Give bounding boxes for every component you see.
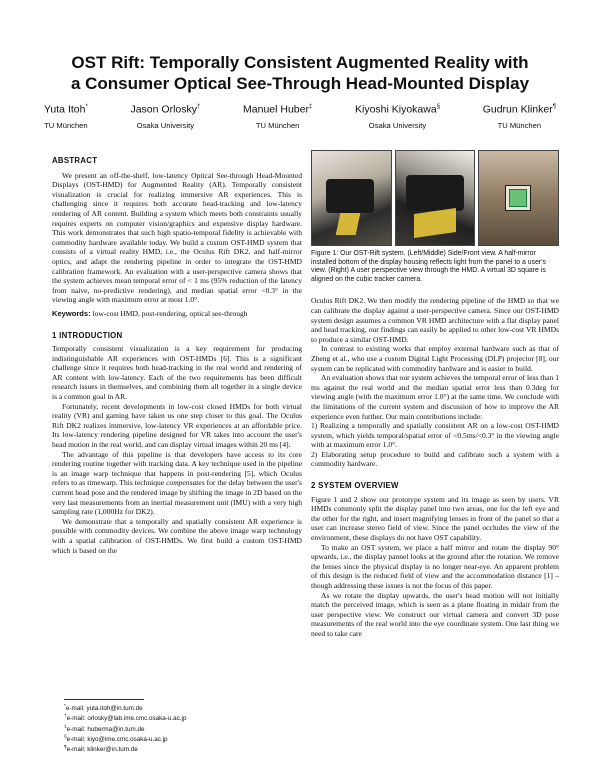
author: Manuel Huber‡ TU München bbox=[243, 103, 313, 130]
author: Jason Orlosky† Osaka University bbox=[130, 103, 201, 130]
footnote: ¶e-mail: klinker@in.tum.de bbox=[64, 745, 138, 754]
figure-caption: Figure 1: Our OST-Rift system. (Left/Middle) Side/Front view. A half-mirror installed bottom of the display housing reflects light from the panel to a user's view. (Right) A user perspective view through the HMD. A virtual 3D square is aligned on the cubic tracker camera. bbox=[311, 250, 546, 283]
abstract-heading: ABSTRACT bbox=[52, 156, 98, 165]
photo-user-perspective bbox=[478, 150, 559, 246]
system-overview-heading: 2 SYSTEM OVERVIEW bbox=[311, 481, 399, 491]
footnote: ‡e-mail: huberma@in.tum.de bbox=[64, 724, 145, 733]
footnote: *e-mail: yuta.itoh@in.tum.de bbox=[64, 704, 143, 713]
intro-heading: 1 INTRODUCTION bbox=[52, 330, 123, 340]
abstract-text: We present an off-the-shelf, low-latency Optical See-through Head-Mounted Displays (OST-HMD) for Augmented Reality (AR). Temporally consistent visualization is crucial for realizing immersive AR experiences. This is challenging since it requires both accurate head-tracking and low-latency rendering of AR content. Building a system which meets both constraints usually requires experts on computer vision/graphics and expensive display hardware. This work demonstrates that such high spatio-temporal fidelity is achievable with commodity hardware available today. We build a custom OST-HMD system that consists of a virtual reality HMD, i.e., the Oculus Rift DK2, and half-mirror optics, and adapt the rendering pipeline in order to integrate the OST-HMD calibration framework. An evaluation with a user-perspective camera shows that the system achieves mean temporal error of < 1 ms (95% reduction of the latency from naive, no-predictive rendering), and median spatial error <0.3° in the viewing angle with maximum error at most 1.0°. bbox=[52, 170, 302, 305]
left-column bbox=[52, 156, 302, 555]
intro-paragraph: Fortunately, recent developments in low-cost closed HMDs for both virtual reality (VR) and gaming have taken us one step closer to this goal. The Oculus Rift DK2 realizes immersive, low-latency VR experiences at an affordable price. Its low-latency rendering pipeline designed for VR takes into account the user's head motion in the real world, and can display virtual images within 20 ms [4]. bbox=[52, 401, 302, 450]
intro-paragraph: We demonstrate that a temporally and spatially consistent AR experience is possible with commodity devices. We combine the above image warp technology with a spatial calibration of OST-HMDs. We first build a custom OST-HMD which is based on the bbox=[52, 516, 302, 555]
body-paragraph: As we rotate the display upwards, the user's head motion will not initially match the perceived image, which is seen as a plane floating in midair from the user perspective view. We construct our virtual camera and convert 3D pose measurements of the real world into the eye coordinate system. One last thing we need to take care bbox=[311, 590, 559, 638]
intro-paragraph: Temporally consistent visualization is a key requirement for producing indistinguishable AR experiences with OST-HMDs [6]. This is a significant challenge since it requires both head-tracking in the real world and rendering of AR content with low-latency. Each of the two requirements has been difficult research issues in themselves, and combining them all together in a single device is a common goal in AR. bbox=[52, 344, 302, 402]
body-paragraph: Oculus Rift DK2. We then modify the rendering pipeline of the HMD so that we can calibrate the display against a user-perspective camera. Since our OST-HMD system design assumes a common VR HMD architecture with a flat display panel and head tracking, our findings can easily be applied to other low-cost VR HMDs to produce a similar OST-HMD. bbox=[311, 296, 559, 344]
paper-title: OST Rift: Temporally Consistent Augmented Reality with a Consumer Optical See-Through Head-Mounted Display bbox=[70, 53, 530, 93]
contribution-item: 1) Realizing a temporally and spatially consistent AR on a low-cost OST-HMD system, which yields temporal/spatial error of <0.5ms/<0.3° in the viewing angle with at maximum error 1.0°. bbox=[311, 421, 559, 450]
body-paragraph: To make an OST system, we place a half mirror and rotate the display 90° upwards, i.e., the display pannel looks at the ground after the rotation. We remove the lenses since the physical display is no longer near-eye. An apparent problem of this design is the reduced field of view and the accommodation distance [1] – though addressing these issues is not the focus of this paper. bbox=[311, 542, 559, 590]
photo-front-view bbox=[395, 150, 476, 246]
footnote-rule bbox=[64, 699, 144, 700]
keywords: Keywords: low-cost HMD, post-rendering, optical see-through bbox=[52, 308, 248, 318]
virtual-square bbox=[509, 189, 527, 207]
author: Gudrun Klinker¶ TU München bbox=[482, 103, 556, 130]
footnote: §e-mail: kiyo@ime.cmc.osaka-u.ac.jp bbox=[64, 734, 168, 743]
photo-side-view bbox=[311, 150, 392, 246]
author-list bbox=[44, 101, 556, 131]
body-paragraph: In contrast to existing works that employ external hardware such as that of Zheng et al., who use a custom Digital Light Processing (DLP) projector [8], our system can be replicated with commodity hardware and is easier to build. bbox=[311, 344, 559, 373]
footnotes bbox=[52, 699, 302, 754]
contribution-item: 2) Elaborating setup procedure to build and calibrate such a system with a commodity hardware. bbox=[311, 449, 559, 469]
body-paragraph: Figure 1 and 2 show our prototype system and its image as seen by users. VR HMDs commonly split the display panel into two areas, one for the left eye and the other for the right, and insert magnifying lenses in front of the panel so that a user can increase stereo field of view. Since the panel occludes the view of the environment, these displays do not have OST capability. bbox=[311, 494, 559, 543]
author: Yuta Itoh* TU München bbox=[44, 103, 88, 130]
intro-paragraph: The advantage of this pipeline is that developers have access to its core rendering routine together with tracking data. A key technique used in the pipeline is an image warp technique that happens in post-rendering [5], which Oculus refers to as timewarp. This technique compensates for the delay between the user's current head pose and the rendered image by shifting the image in 2D based on the very last measurements from an inertial measurement unit (IMU) with a very high sampling rate (1,000Hz for DK2). bbox=[52, 449, 303, 517]
figure-1 bbox=[311, 150, 559, 246]
body-paragraph: An evaluation shows that our system achieves the temporal error of less than 1 ms against the real world and the median spatial error less than 0.3deg for viewing angle (with the maximum error 1.0°) at the same time. We conclude with the limitations of the current system and discussion of how to improve the AR experience even further. Our main contributions include: bbox=[311, 373, 559, 421]
right-column bbox=[311, 150, 559, 639]
footnote: †e-mail: orlosky@lab.ime.cmc.osaka-u.ac.jp bbox=[64, 714, 187, 723]
author: Kiyoshi Kiyokawa§ Osaka University bbox=[354, 103, 441, 130]
